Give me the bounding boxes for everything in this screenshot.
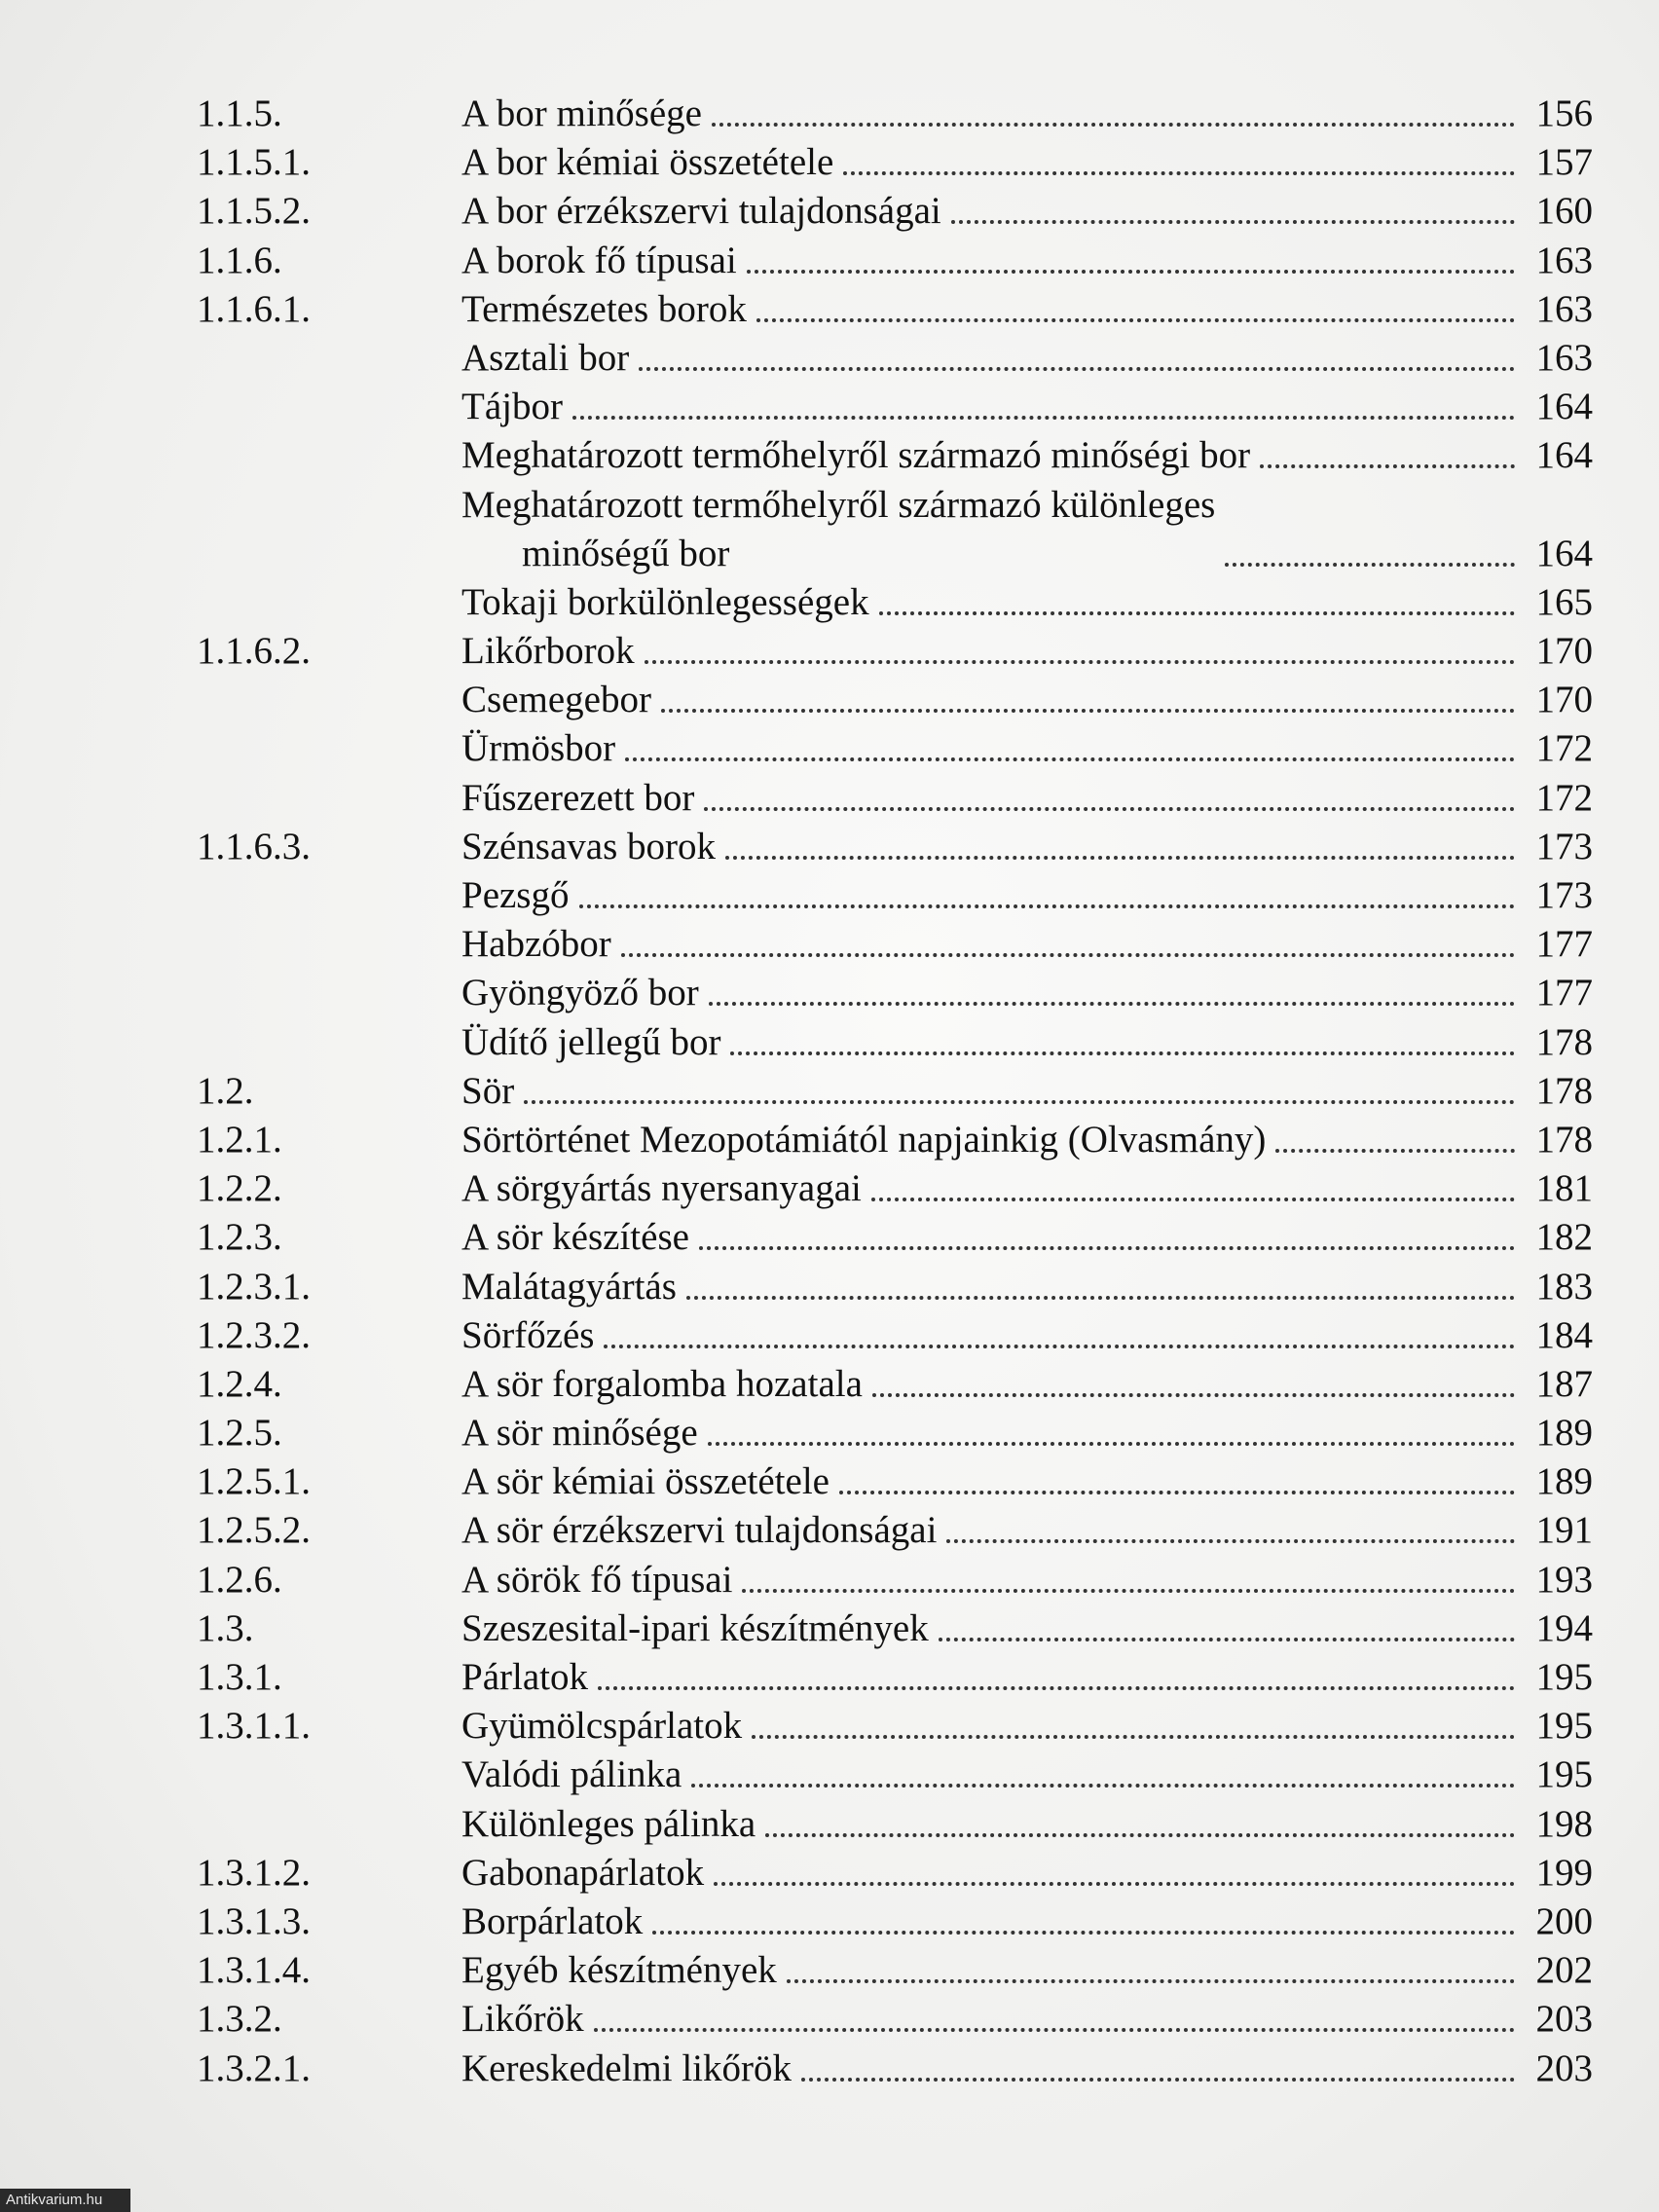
toc-title: Fűszerezett bor [461,776,695,819]
toc-title: Csemegebor [461,679,651,721]
dot-leader [939,1638,1515,1641]
toc-page-number: 173 [1535,874,1593,917]
toc-title: A bor minősége [461,92,702,134]
toc-title: Tokaji borkülönlegességek [461,580,869,623]
dot-leader [572,416,1515,420]
toc-title: Valódi pálinka [461,1753,682,1796]
toc-page-number: 189 [1535,1412,1593,1455]
toc-title: A bor érzékszervi tulajdonságai [461,190,941,233]
toc-row [0,627,1659,676]
toc-section-number: 1.2.5. [197,1412,282,1455]
toc-title: Pezsgő [461,874,570,917]
toc-row [0,1116,1659,1164]
toc-page-number: 187 [1535,1362,1593,1405]
toc-page-number: 195 [1535,1656,1593,1699]
dot-leader [712,123,1515,127]
toc-row [0,578,1659,627]
dot-leader [872,1393,1515,1397]
dot-leader [879,611,1515,615]
dot-leader [756,318,1515,322]
toc-row [0,237,1659,285]
toc-title: A sör készítése [461,1216,689,1259]
toc-section-number: 1.2. [197,1069,254,1112]
dot-leader [1260,464,1515,468]
toc-page-number: 164 [1535,532,1593,574]
toc-title: A sör minősége [461,1412,698,1455]
dot-leader [604,1345,1515,1348]
toc-row [0,871,1659,920]
toc-page-number: 170 [1535,679,1593,721]
toc-row [0,1898,1659,1946]
toc-title: Ürmösbor [461,727,616,770]
toc-page-number: 195 [1535,1705,1593,1748]
toc-row [0,969,1659,1017]
dot-leader [661,709,1515,713]
dot-leader [787,1979,1515,1983]
dot-leader [598,1686,1515,1690]
toc-page-number: 178 [1535,1069,1593,1112]
toc-row [0,138,1659,187]
toc-title: Természetes borok [461,287,747,330]
toc-row [0,1751,1659,1799]
toc-section-number: 1.1.5.1. [197,141,311,184]
toc-page-number: 202 [1535,1949,1593,1992]
toc-title: A sör érzékszervi tulajdonságai [461,1509,938,1552]
toc-title: Párlatok [461,1656,588,1699]
toc-title: A sör forgalomba hozatala [461,1362,863,1405]
dot-leader [752,1735,1515,1739]
toc-title: Borpárlatok [461,1899,644,1942]
toc-page-number: 163 [1535,336,1593,379]
toc-title: Szénsavas borok [461,825,717,867]
toc-page-number: 184 [1535,1313,1593,1356]
toc-section-number: 1.3.1.3. [197,1899,311,1942]
toc-title: Meghatározott termőhelyről származó különleges [461,483,1216,526]
dot-leader [691,1784,1515,1788]
toc-row [0,90,1659,138]
toc-section-number: 1.3.2.1. [197,2046,311,2089]
toc-section-number: 1.1.5.2. [197,190,311,233]
toc-section-number: 1.2.3.2. [197,1313,311,1356]
toc-page-number: 160 [1535,190,1593,233]
toc-section-number: 1.3.1. [197,1656,282,1699]
dot-leader [639,367,1515,371]
toc-section-number: 1.2.4. [197,1362,282,1405]
toc-page-number: 178 [1535,1118,1593,1161]
toc-page-number: 182 [1535,1216,1593,1259]
toc-title: A sörök fő típusai [461,1558,733,1601]
toc-page-number: 203 [1535,1998,1593,2041]
toc-page-number: 163 [1535,239,1593,281]
toc-title: Egyéb készítmények [461,1949,777,1992]
toc-row [0,285,1659,334]
toc-title: A sörgyártás nyersanyagai [461,1167,862,1210]
toc-section-number: 1.2.3.1. [197,1265,311,1308]
toc-page-number: 156 [1535,92,1593,134]
toc-row [0,383,1659,431]
toc-row [0,481,1659,578]
toc-row [0,1849,1659,1898]
toc-page-number: 194 [1535,1606,1593,1649]
toc-section-number: 1.3.1.1. [197,1705,311,1748]
toc-row [0,774,1659,823]
toc-page-number: 177 [1535,923,1593,966]
toc-section-number: 1.2.5.1. [197,1460,311,1503]
dot-leader [765,1833,1515,1837]
toc-page-number: 199 [1535,1851,1593,1894]
toc-page-number: 200 [1535,1899,1593,1942]
dot-leader [709,1002,1515,1006]
toc-page-number: 163 [1535,287,1593,330]
toc-title: Malátagyártás [461,1265,677,1308]
toc-title: Gyöngyöző bor [461,972,699,1014]
toc-row [0,920,1659,969]
dot-leader [625,757,1515,761]
toc-row [0,1556,1659,1604]
dot-leader [1225,563,1515,567]
toc-page-number: 157 [1535,141,1593,184]
dot-leader [951,220,1515,224]
dot-leader [652,1931,1515,1935]
toc-title: Gyümölcspárlatok [461,1705,743,1748]
toc-section-number: 1.2.1. [197,1118,282,1161]
dot-leader [579,904,1516,908]
toc-section-number: 1.1.6.1. [197,287,311,330]
toc-section-number: 1.1.6. [197,239,282,281]
toc-title: A sör kémiai összetétele [461,1460,830,1503]
dot-leader [594,2028,1515,2032]
dot-leader [699,1246,1515,1250]
toc-page-number: 173 [1535,825,1593,867]
toc-section-number: 1.2.2. [197,1167,282,1210]
toc-title: Habzóbor [461,923,611,966]
dot-leader [708,1442,1515,1446]
toc-row [0,1702,1659,1751]
toc-title: Sörfőzés [461,1313,595,1356]
toc-section-number: 1.2.3. [197,1216,282,1259]
dot-leader [730,1051,1515,1055]
toc-section-number: 1.2.6. [197,1558,282,1601]
toc-row [0,1409,1659,1457]
dot-leader [686,1296,1515,1300]
toc-row [0,823,1659,871]
toc-page-number: 172 [1535,776,1593,819]
toc-row [0,1311,1659,1360]
dot-leader [801,2078,1515,2082]
toc-row [0,1018,1659,1067]
table-of-contents [0,90,1659,2093]
watermark: Antikvarium.hu [0,2189,130,2212]
toc-title: Szeszesital-ipari készítmények [461,1606,929,1649]
toc-row [0,187,1659,236]
toc-section-number: 1.3.2. [197,1998,282,2041]
dot-leader [645,660,1515,664]
toc-page-number: 198 [1535,1802,1593,1845]
toc-page-number: 164 [1535,434,1593,477]
toc-row [0,1360,1659,1409]
toc-page-number: 165 [1535,580,1593,623]
dot-leader [725,856,1515,860]
dot-leader [843,171,1515,175]
toc-row [0,1653,1659,1702]
toc-title-continuation: minőségű bor [522,532,730,574]
toc-row [0,431,1659,480]
toc-page-number: 193 [1535,1558,1593,1601]
toc-title: Likőrborok [461,630,635,673]
dot-leader [747,270,1515,274]
dot-leader [946,1539,1515,1543]
toc-title: A bor kémiai összetétele [461,141,834,184]
toc-title: Meghatározott termőhelyről származó minőségi bor [461,434,1251,477]
toc-section-number: 1.2.5.2. [197,1509,311,1552]
dot-leader [704,807,1515,811]
toc-section-number: 1.1.5. [197,92,282,134]
toc-title: Sörtörténet Mezopotámiától napjainkig (Olvasmány) [461,1118,1267,1161]
toc-page-number: 183 [1535,1265,1593,1308]
dot-leader [871,1198,1515,1201]
toc-row [0,1164,1659,1213]
toc-row [0,1457,1659,1506]
toc-title: Sör [461,1069,515,1112]
dot-leader [1275,1149,1515,1153]
toc-page-number: 172 [1535,727,1593,770]
dot-leader [621,953,1515,957]
toc-row [0,2045,1659,2093]
toc-section-number: 1.1.6.3. [197,825,311,867]
toc-page-number: 195 [1535,1753,1593,1796]
toc-page-number: 170 [1535,630,1593,673]
toc-title: Likőrök [461,1998,584,2041]
toc-title: Asztali bor [461,336,630,379]
toc-row [0,1213,1659,1262]
toc-row [0,1604,1659,1653]
toc-row [0,1946,1659,1995]
dot-leader [742,1589,1515,1593]
toc-row [0,1067,1659,1116]
toc-row [0,1995,1659,2044]
toc-row [0,1263,1659,1311]
toc-page-number: 203 [1535,2046,1593,2089]
toc-page-number: 191 [1535,1509,1593,1552]
toc-page-number: 164 [1535,386,1593,428]
toc-title: Kereskedelmi likőrök [461,2046,792,2089]
toc-title: A borok fő típusai [461,239,737,281]
toc-page-number: 181 [1535,1167,1593,1210]
toc-page-number: 177 [1535,972,1593,1014]
toc-page-number: 189 [1535,1460,1593,1503]
toc-row [0,676,1659,724]
dot-leader [524,1100,1515,1104]
toc-section-number: 1.3.1.2. [197,1851,311,1894]
toc-section-number: 1.1.6.2. [197,630,311,673]
toc-row [0,1506,1659,1555]
toc-title: Tájbor [461,386,563,428]
toc-row [0,724,1659,773]
toc-title: Különleges pálinka [461,1802,756,1845]
dot-leader [839,1491,1515,1494]
toc-section-number: 1.3. [197,1606,254,1649]
dot-leader [714,1882,1515,1886]
toc-page-number: 178 [1535,1020,1593,1063]
toc-row [0,334,1659,383]
toc-section-number: 1.3.1.4. [197,1949,311,1992]
toc-row [0,1800,1659,1849]
toc-title: Üdítő jellegű bor [461,1020,721,1063]
toc-title: Gabonapárlatok [461,1851,705,1894]
